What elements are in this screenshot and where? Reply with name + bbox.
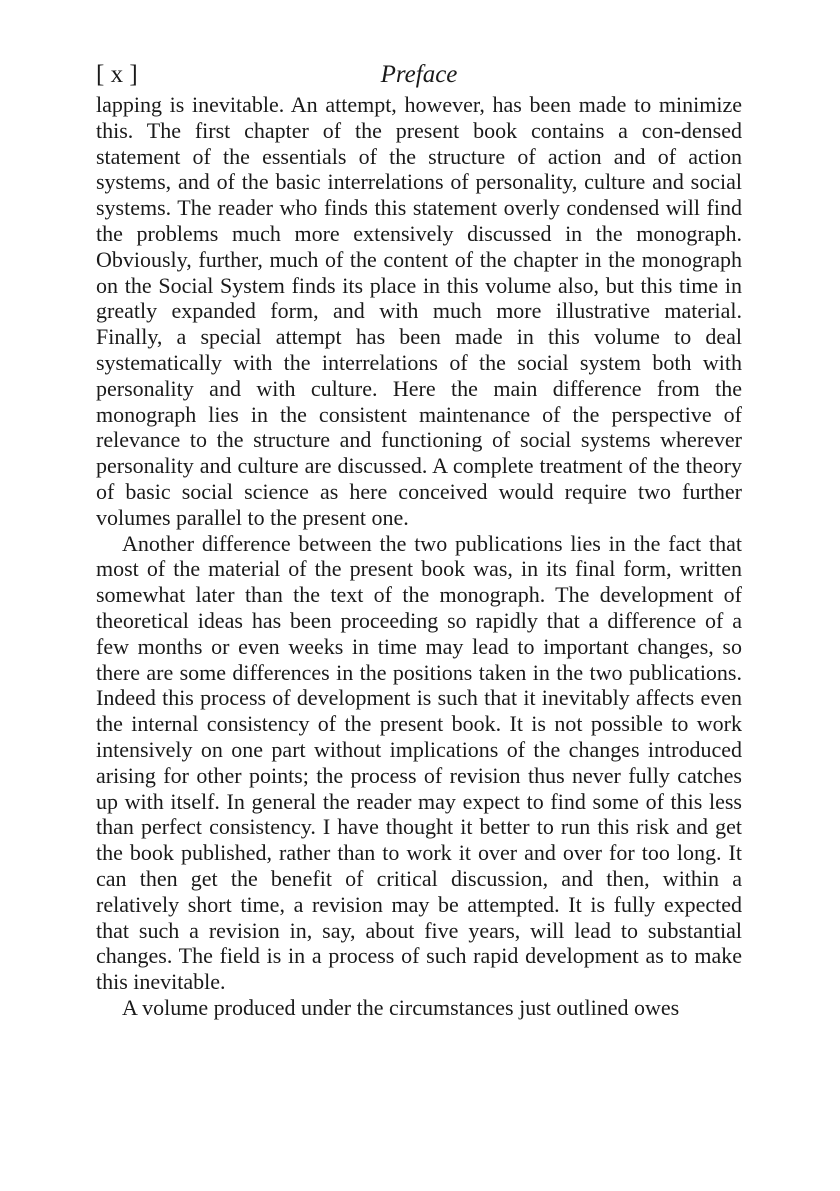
paragraph-continued: lapping is inevitable. An attempt, however, has been made to minimize this. The first chapter of the present book contains a con-densed statement of the essentials of the structure of action and of action systems, and of the basic interrelations of personality, culture and social systems. The reader who finds this statement overly condensed will find the problems much more extensively discussed in the monograph. Obviously, further, much of the content of the chapter in the monograph on the Social System finds its place in this volume also, but this time in greatly expanded form, and with much more illustrative material. Finally, a special attempt has been made in this volume to deal systematically with the interrelations of the social system both with personality and with culture. Here the main difference from the monograph lies in the consistent maintenance of the perspective of relevance to the structure and functioning of social systems wherever personality and culture are discussed. A complete treatment of the theory of basic social science as here conceived would require two further volumes parallel to the present one. <box>96 92 742 530</box>
page-number: [ x ] <box>96 61 138 88</box>
running-head <box>96 58 742 92</box>
running-title: Preface <box>380 61 458 88</box>
book-page <box>96 58 742 1021</box>
paragraph: Another difference between the two publications lies in the fact that most of the material of the present book was, in its final form, written somewhat later than the text of the monograph. The development of theoretical ideas has been proceeding so rapidly that a difference of a few months or even weeks in time may lead to important changes, so there are some differences in the positions taken in the two publications. Indeed this process of development is such that it inevitably affects even the internal consistency of the present book. It is not possible to work intensively on one part without implications of the changes introduced arising for other points; the process of revision thus never fully catches up with itself. In general the reader may expect to find some of this less than perfect consistency. I have thought it better to run this risk and get the book published, rather than to work it over and over for too long. It can then get the benefit of critical discussion, and then, within a relatively short time, a revision may be attempted. It is fully expected that such a revision in, say, about five years, will lead to substantial changes. The field is in a process of such rapid development as to make this inevitable. <box>96 530 742 995</box>
paragraph: A volume produced under the circumstances just outlined owes <box>122 994 680 1020</box>
body-text <box>96 92 742 1021</box>
